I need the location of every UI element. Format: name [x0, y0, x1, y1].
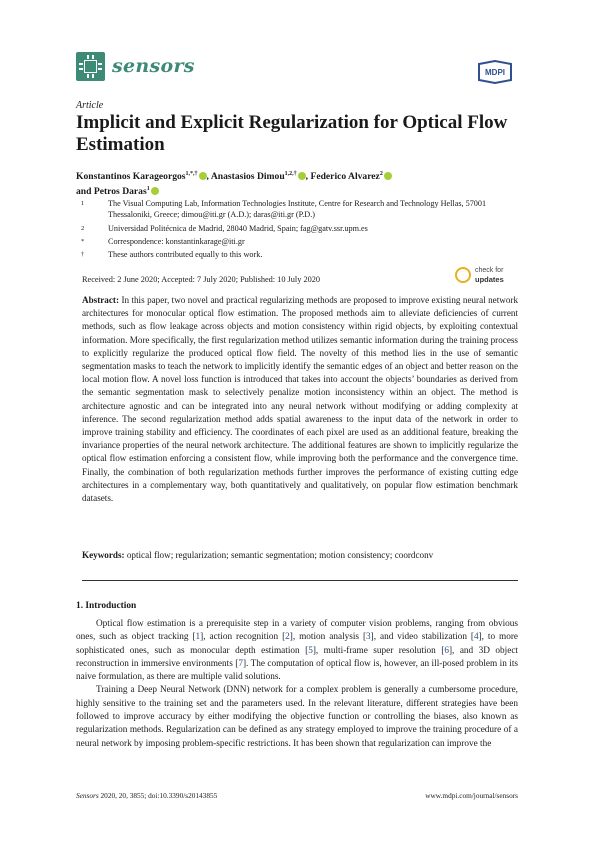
check-for-updates-badge[interactable]: [455, 266, 517, 286]
text-run: Optical flow estimation is a prerequisite step in a variety of computer vision problems, ranging from obvious ones, such as object tracking [: [76, 619, 518, 643]
affiliation-2: [76, 223, 516, 234]
footer-citation: [76, 791, 217, 800]
author-affiliation-mark: 1: [146, 186, 150, 192]
text-run: ], and video stabilization [: [370, 632, 474, 643]
affiliation-text: The Visual Computing Lab, Information Technologies Institute, Centre for Research and Technology Hellas, 57001 Thessaloniki, Greece; dimou@iti.gr (A.D.); daras@iti.gr (P.D.): [108, 199, 487, 219]
orcid-icon[interactable]: [298, 172, 306, 180]
affiliation-1: [76, 198, 516, 220]
citation-link[interactable]: 2: [285, 632, 290, 643]
keywords-label: Keywords:: [82, 550, 125, 560]
citation-link[interactable]: 7: [238, 658, 243, 669]
check-updates-icon: [455, 267, 471, 283]
correspondence: [76, 236, 516, 247]
footer-journal: Sensors: [76, 791, 99, 800]
introduction-body: [76, 618, 518, 751]
author-name: Konstantinos Karageorgos: [76, 171, 186, 182]
author-separator: ,: [206, 171, 211, 182]
affiliation-text: Universidad Politécnica de Madrid, 28040 Madrid, Spain; fag@gatv.ssr.upm.es: [108, 224, 368, 233]
orcid-icon[interactable]: [151, 187, 159, 195]
author-affiliation-mark: 1,*,†: [185, 171, 198, 177]
affiliation-mark: 1: [81, 200, 85, 207]
orcid-icon[interactable]: [384, 172, 392, 180]
orcid-icon[interactable]: [199, 172, 207, 180]
author-name: Anastasios Dimou: [210, 171, 285, 182]
citation-link[interactable]: 4: [473, 632, 479, 643]
section-heading: 1. Introduction: [76, 601, 137, 611]
abstract: [82, 294, 518, 505]
affiliation-mark: 2: [81, 225, 85, 232]
text-run: ], and 3D object reconstruction in immersive environments [: [76, 645, 519, 669]
abstract-text: In this paper, two novel and practical regularizing methods are proposed to improve existing neural network architectures for monocular optical flow estimation. The proposed methods aim to alleviate deficiencies of current methods, such as flow leakage across objects and motion consistency within rigid objects, by exploiting contextual information. More specifically, the first regularization method utilizes semantic information during the training process to explicitly regularize the produced optical flow field. The novelty of this method lies in the use of semantic segmentation masks to teach the network to implicitly identify the semantic edges of an object and better reason on the local motion flow. A novel loss function is introduced that takes into account the objects’ boundaries as derived from the semantic segmentation mask to selectively penalize motion inconsistency within an object. The method is architecture agnostic and can be integrated into any neural network without modifying or adding complexity at inference. The second regularization method adds spatial awareness to the input data of the network in order to improve training stability and efficiency. The coordinates of each pixel are used as an additional feature, breaking the invariance properties of the neural network architecture. The additional features are shown to implicitly regularize the optical flow estimation enforcing a consistent flow, while improving both the performance and the convergence time. Finally, the combination of both regularization methods further improves the performance of existing cutting edge architectures in a complementary way, both quantitatively and qualitatively, on popular flow estimation benchmark datasets.: [82, 295, 519, 504]
keywords-text: optical flow; regularization; semantic segmentation; motion consistency; coordconv: [126, 550, 434, 560]
affiliation-mark: †: [81, 251, 85, 258]
affiliation-text: These authors contributed equally to this work.: [108, 250, 263, 259]
text-run: ], to more sophisticated ones, such as monocular depth estimation [: [76, 632, 519, 656]
paragraph: Training a Deep Neural Network (DNN) network for a complex problem is generally a cumbersome procedure, highly sensitive to the training set and the parameters used. In the relevant literature, different strategies have been followed to improve accuracy by either modifying the objective function or controlling the biases, also known as regularization methods. Regularization can be defined as any strategy employed to improve the training procedure of a neural network by imposing problem-specific restrictions. It has been shown that regularization can improve the: [76, 685, 518, 749]
publication-dates: Received: 2 June 2020; Accepted: 7 July 2020; Published: 10 July 2020: [82, 275, 321, 284]
abstract-label: Abstract:: [82, 295, 119, 305]
affiliation-mark: *: [81, 238, 85, 245]
mdpi-logo-text: MDPI: [485, 68, 505, 77]
paragraph: [76, 618, 518, 684]
author-name: and Petros Daras: [76, 186, 147, 197]
journal-logo-icon: [76, 52, 105, 81]
author-affiliation-mark: 1,2,†: [284, 171, 297, 177]
paper-title: Implicit and Explicit Regularization for Optical Flow Estimation: [76, 112, 508, 155]
text-run: ]. The computation of optical flow is, however, an ill-posed problem in its naive formulation, as there are multiple valid solutions.: [76, 658, 518, 683]
text-run: ], action recognition [: [200, 632, 286, 643]
mdpi-logo-icon: [475, 60, 515, 84]
section-divider: [82, 580, 518, 581]
citation-link[interactable]: 1: [195, 632, 201, 643]
check-updates-line2: updates: [475, 275, 504, 284]
author-affiliation-mark: 2: [379, 171, 383, 177]
text-run: ], multi-frame super resolution [: [312, 645, 445, 656]
footer-url[interactable]: www.mdpi.com/journal/sensors: [425, 791, 518, 800]
check-updates-line1: check for: [475, 267, 504, 274]
author-list: [76, 168, 516, 198]
author-separator: ,: [305, 171, 311, 182]
text-run: ], motion analysis [: [289, 632, 367, 643]
citation-link[interactable]: 3: [366, 632, 371, 643]
article-type: Article: [76, 100, 104, 111]
equal-contribution-note: [76, 249, 516, 260]
citation-link[interactable]: 5: [308, 645, 313, 656]
affiliation-text: Correspondence: konstantinkarage@iti.gr: [108, 237, 245, 246]
footer-citation-text: 2020, 20, 3855; doi:10.3390/s20143855: [98, 791, 218, 800]
author-name: Federico Alvarez: [310, 171, 380, 182]
citation-link[interactable]: 6: [444, 645, 449, 656]
journal-name: sensors: [112, 55, 195, 77]
keywords: [82, 549, 518, 561]
